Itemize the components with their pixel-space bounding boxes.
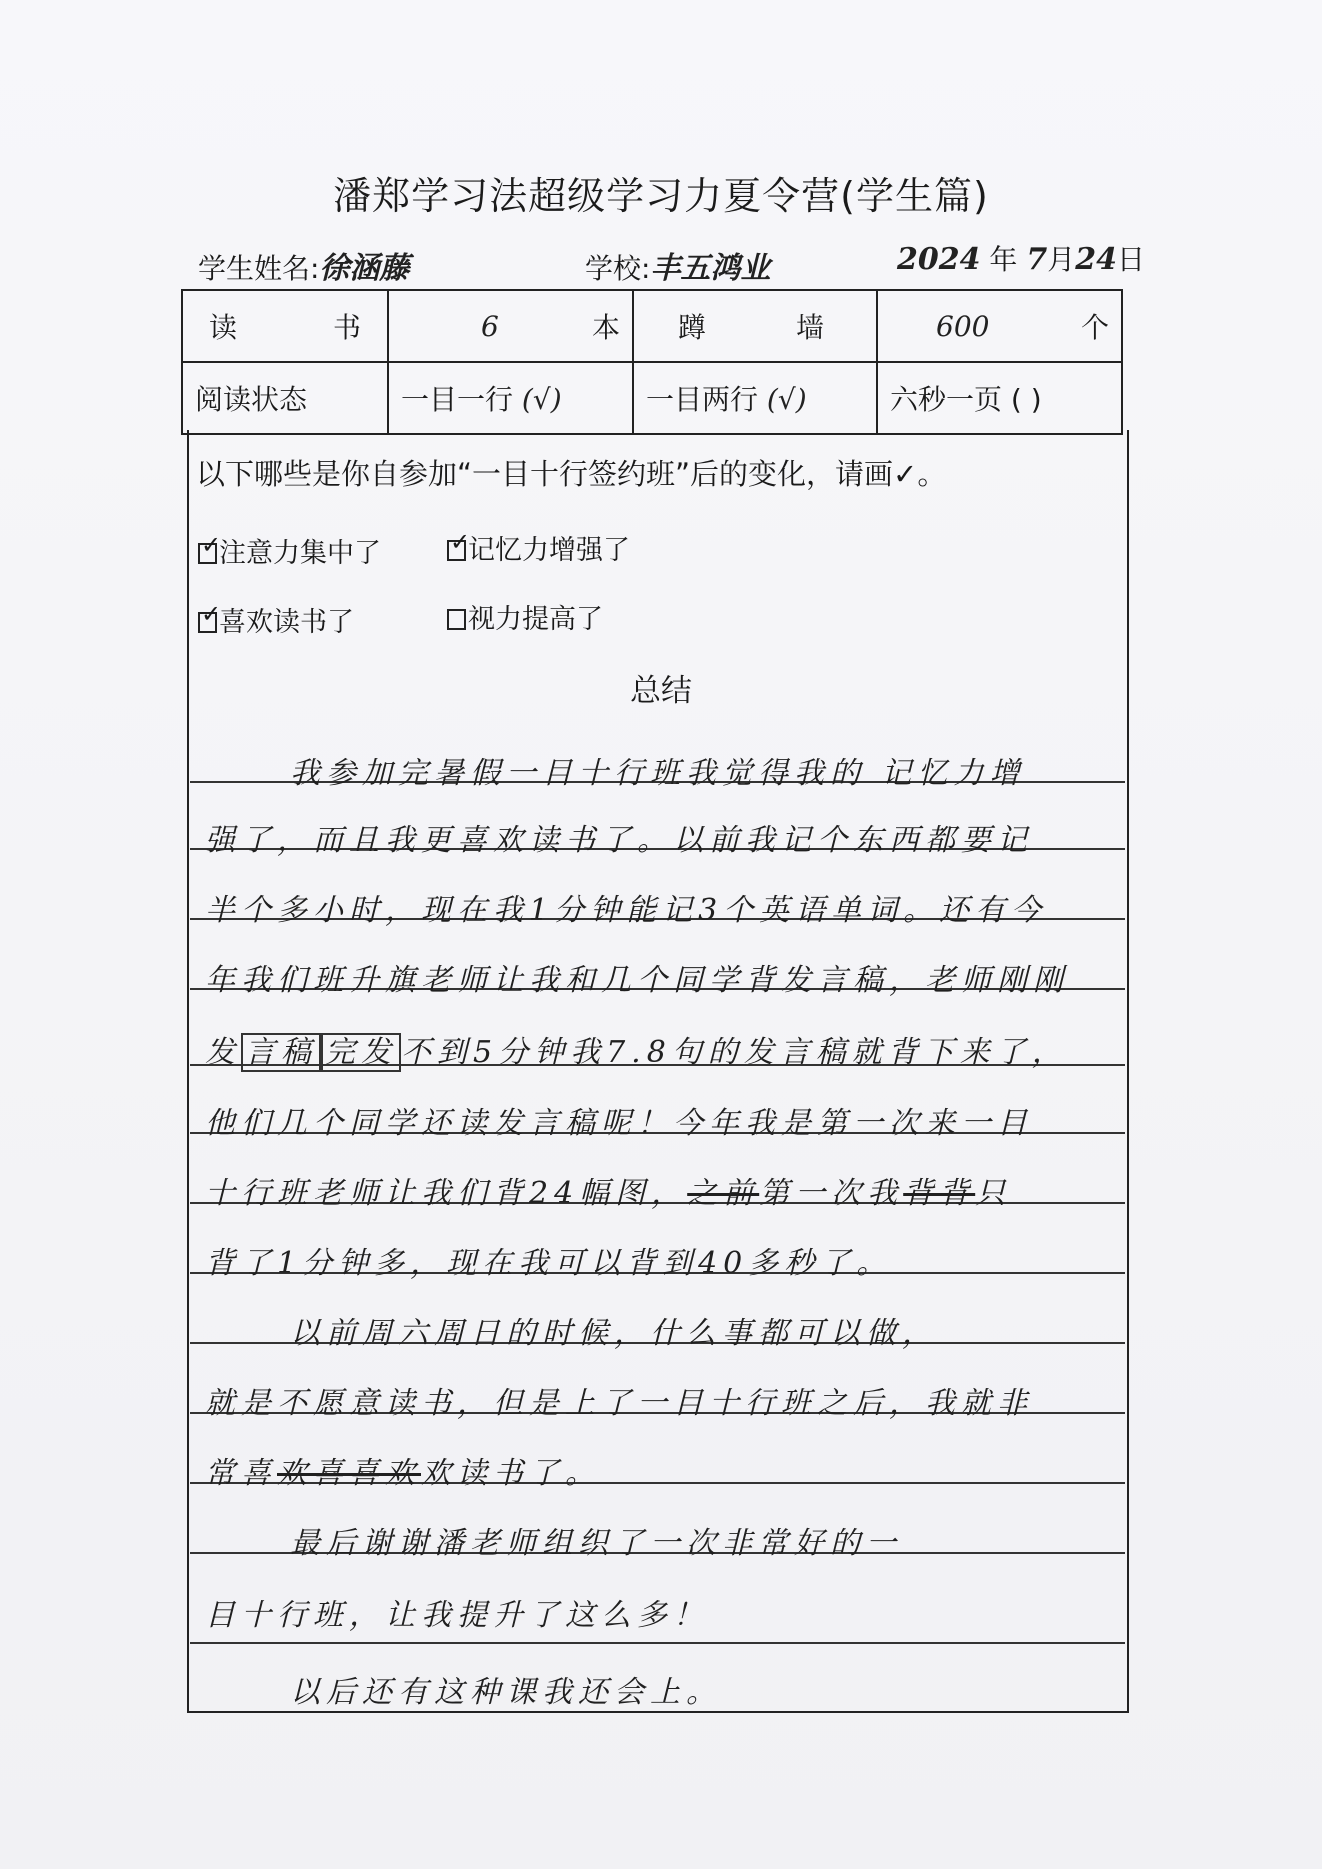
read-label-cell <box>182 290 388 362</box>
essay-line-11-a: 常喜 <box>205 1456 277 1491</box>
checkbox-icon[interactable] <box>198 531 222 564</box>
squat-unit: 个 <box>1080 311 1109 344</box>
date-year-unit: 年 <box>989 243 1018 276</box>
date-month-unit: 月 <box>1047 243 1076 276</box>
essay-line-7-e: 只 <box>975 1176 1012 1211</box>
essay-line-1: 我参加完暑假一目十行班我觉得我的 记忆力增 <box>290 756 1026 791</box>
status-opt1-cell <box>388 362 633 434</box>
status-opt3-mark: ( ) <box>1010 383 1042 416</box>
essay-line-14: 以后还有这种课我还会上。 <box>290 1675 722 1710</box>
status-opt2-mark: (√) <box>766 383 807 416</box>
checkbox-icon[interactable] <box>447 609 466 630</box>
checkbox-icon[interactable] <box>447 528 471 561</box>
essay-line-7-c: 第一次我 <box>759 1176 904 1211</box>
essay-line-3: 半个多小时，现在我1分钟能记3个英语单词。还有今 <box>205 893 1048 928</box>
essay-line-4: 年我们班升旗老师让我和几个同学背发言稿，老师刚刚 <box>205 963 1069 998</box>
option-label: 喜欢读书了 <box>219 607 354 638</box>
table-row <box>182 290 1122 362</box>
status-opt1-label: 一目一行 <box>401 383 514 416</box>
essay-strikethrough: 之前 <box>687 1176 760 1211</box>
essay-line-8: 背了1分钟多，现在我可以背到40多秒了。 <box>205 1246 893 1281</box>
date-year: 2024 <box>897 242 981 277</box>
checkbox-icon[interactable] <box>198 600 222 633</box>
essay-strikethrough: 欢喜喜欢 <box>277 1456 421 1491</box>
squat-label-cell <box>633 290 877 362</box>
student-name-field <box>198 243 409 287</box>
read-value-cell <box>388 290 633 362</box>
essay-line-5 <box>205 1027 1115 1071</box>
status-opt3-label: 六秒一页 <box>890 383 1003 416</box>
option-eyesight[interactable] <box>447 597 603 636</box>
essay-line-11-c: 欢读书了。 <box>421 1456 601 1491</box>
option-attention[interactable] <box>198 531 381 570</box>
date-day-unit: 日 <box>1116 243 1145 276</box>
essay-line-5-a: 发 <box>205 1035 241 1070</box>
essay-boxed-word: 言稿 <box>241 1033 321 1072</box>
date-day: 24 <box>1075 242 1117 277</box>
date-month: 7 <box>1026 242 1048 277</box>
status-opt1-mark: (√) <box>521 383 562 416</box>
read-value: 6 <box>481 309 499 343</box>
page-title: 潘郑学习法超级学习力夏令营(学生篇) <box>333 174 989 218</box>
squat-value: 600 <box>936 309 990 343</box>
essay-line-7-a: 十行班老师让我们背24幅图， <box>205 1176 688 1211</box>
essay-line-13: 目十行班，让我提升了这么多！ <box>205 1598 709 1633</box>
squat-label-b: 墙 <box>795 311 824 344</box>
school-field <box>585 243 770 287</box>
read-unit: 本 <box>591 311 620 344</box>
essay-strikethrough: 背背 <box>903 1176 976 1211</box>
checkmark-icon: ✓ <box>450 528 471 556</box>
squat-value-cell <box>877 290 1122 362</box>
essay-boxed-word: 完发 <box>321 1033 401 1072</box>
checkmark-icon: ✓ <box>201 600 222 628</box>
student-name-value: 徐涵藤 <box>319 251 410 286</box>
essay-line-10: 就是不愿意读书，但是上了一目十行班之后，我就非 <box>205 1386 1033 1421</box>
school-label: 学校: <box>585 252 651 285</box>
status-opt3-cell <box>877 362 1122 434</box>
essay-line-12: 最后谢谢潘老师组织了一次非常好的一 <box>290 1526 902 1561</box>
squat-label-a: 蹲 <box>678 311 707 344</box>
question-text: 以下哪些是你自参加“一目十行签约班”后的变化，请画✓。 <box>196 457 947 491</box>
status-opt2-label: 一目两行 <box>646 383 759 416</box>
option-reading[interactable] <box>198 600 354 639</box>
checkmark-icon: ✓ <box>201 531 222 559</box>
essay-line-9: 以前周六周日的时候，什么事都可以做， <box>290 1316 938 1351</box>
read-label-b: 书 <box>332 311 361 344</box>
essay-line-2: 强了，而且我更喜欢读书了。以前我记个东西都要记 <box>205 823 1033 858</box>
essay-line-5-d: 不到5分钟我7.8句的发言稿就背下来了， <box>401 1035 1068 1070</box>
date-field <box>897 238 1145 278</box>
summary-title: 总结 <box>630 673 692 709</box>
stats-table <box>181 289 1123 435</box>
status-opt2-cell <box>633 362 877 434</box>
table-row <box>182 362 1122 434</box>
option-label: 视力提高了 <box>468 604 603 635</box>
essay-line-11 <box>205 1448 1115 1492</box>
read-label-a: 读 <box>209 311 238 344</box>
option-label: 注意力集中了 <box>219 538 381 569</box>
student-name-label: 学生姓名: <box>198 252 320 285</box>
ruled-line <box>190 1642 1125 1644</box>
essay-line-6: 他们几个同学还读发言稿呢！今年我是第一次来一目 <box>205 1106 1033 1141</box>
school-value: 丰五鸿业 <box>650 251 771 286</box>
status-label-cell: 阅读状态 <box>182 362 388 434</box>
option-label: 记忆力增强了 <box>468 535 630 566</box>
option-memory[interactable] <box>447 528 630 567</box>
essay-line-7 <box>205 1168 1115 1212</box>
